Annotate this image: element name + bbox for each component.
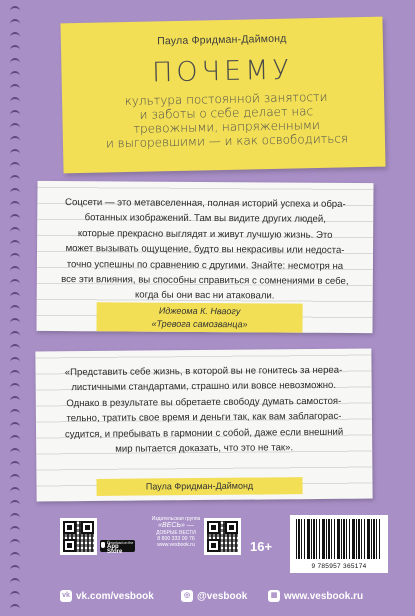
quote-line: «Представить себе жизнь, в которой вы не гонитесь за нереа- — [64, 364, 343, 379]
grid-icon: ▦ — [268, 590, 280, 602]
spiral-ring — [10, 32, 20, 37]
citation-book: «Тревога самозванца» — [151, 318, 248, 329]
quote-card-2 — [35, 349, 372, 502]
quote-line: когда бы они вас ни атаковали. — [134, 289, 275, 302]
isbn-barcode — [290, 515, 388, 573]
quote-line: точно успешны по сравнению с другими. Знайте: несмотря на — [66, 258, 344, 272]
spiral-ring — [10, 513, 20, 518]
spiral-ring — [10, 357, 20, 362]
book-subtitle — [80, 89, 373, 151]
spiral-ring — [10, 435, 20, 440]
quote-line: которые прекрасно выглядят и живут лучшую жизнь. Это — [77, 227, 333, 241]
quote-text-1 — [51, 195, 360, 305]
social-website[interactable] — [268, 590, 363, 602]
spiral-ring — [10, 292, 20, 297]
spiral-ring — [10, 591, 20, 596]
spiral-ring — [10, 448, 20, 453]
quote-citation-1 — [96, 302, 302, 332]
spiral-ring — [10, 565, 20, 570]
app-store-badge[interactable] — [100, 540, 135, 555]
spiral-ring — [10, 279, 20, 284]
spiral-binding — [10, 0, 24, 616]
social-vk[interactable] — [60, 590, 154, 602]
barcode-bars — [296, 519, 382, 559]
quote-citation-2: Паула Фридман-Даймонд — [96, 477, 302, 495]
publisher-slogan: ДОБРЫЕ ВЕСТИ — [156, 530, 196, 536]
spiral-ring — [10, 383, 20, 388]
quote-line: Однако в результате вы обретаете свободу думать самостоя- — [66, 395, 342, 410]
spiral-ring — [10, 409, 20, 414]
social-vk-label: vk.com/vesbook — [76, 590, 154, 602]
subtitle-line: культура постоянной занятости — [124, 89, 328, 109]
subtitle-line: и заботы о себе делает нас — [139, 104, 314, 122]
spiral-ring — [10, 370, 20, 375]
quote-line: все эти влияния, вы способны справиться с сомнениями в себе, — [61, 274, 349, 288]
quote-line: мир пытается доказать, что это не так». — [115, 442, 294, 455]
spiral-ring — [10, 539, 20, 544]
social-ig-label: @vesbook — [197, 590, 248, 602]
publisher-logo — [150, 516, 202, 548]
spiral-ring — [10, 227, 20, 232]
spiral-ring — [10, 84, 20, 89]
spiral-ring — [10, 175, 20, 180]
spiral-ring — [10, 123, 20, 128]
appstore-label: App Store — [107, 544, 123, 555]
quote-card-1 — [36, 181, 373, 333]
spiral-ring — [10, 58, 20, 63]
title-sticky-note — [60, 17, 385, 174]
publisher-site: www.vesbook.ru — [157, 542, 195, 548]
spiral-ring — [10, 344, 20, 349]
isbn-number: 9 785957 365174 — [311, 563, 367, 570]
subtitle-line: и выгоревшими — и как освободиться — [105, 131, 349, 151]
quote-text-2 — [49, 363, 358, 458]
spiral-ring — [10, 266, 20, 271]
publisher-name: «ВЕСЬ» — — [158, 522, 194, 529]
age-rating: 16+ — [250, 539, 273, 554]
publisher-phone: 8 800 333 00 76 — [157, 536, 195, 542]
quote-line: тельно, тратить свое время и деньги так, как вам заблагорас- — [66, 411, 342, 425]
spiral-ring — [10, 214, 20, 219]
spiral-ring — [10, 110, 20, 115]
spiral-ring — [10, 188, 20, 193]
spiral-ring — [10, 45, 20, 50]
book-title: ПОЧЕМУ — [151, 54, 294, 89]
spiral-ring — [10, 604, 20, 609]
author-name: Паула Фридман-Даймонд — [157, 32, 287, 48]
appstore-small-text: Download on the — [107, 541, 134, 545]
spiral-ring — [10, 6, 20, 11]
spiral-ring — [10, 396, 20, 401]
social-instagram[interactable] — [181, 590, 247, 602]
apple-icon — [101, 542, 105, 548]
vk-icon: vk — [60, 590, 72, 602]
quote-line: может вызывать ощущение, будто вы некрасивы или недоста- — [65, 243, 345, 257]
social-web-label: www.vesbook.ru — [284, 590, 364, 602]
publisher-group: Издательская группа — [151, 516, 201, 522]
quote-line: листичными стандартами, страшно или вовсе невозможно. — [71, 380, 337, 394]
quote-line: ботанных изображений. Там вы видите других людей, — [84, 212, 326, 226]
spiral-ring — [10, 253, 20, 258]
spiral-ring — [10, 487, 20, 492]
spiral-ring — [10, 461, 20, 466]
spiral-ring — [10, 240, 20, 245]
spiral-ring — [10, 162, 20, 167]
quote-line: судится, и пребывать в гармонии с собой, даже если внешний — [64, 426, 344, 440]
spiral-ring — [10, 318, 20, 323]
spiral-ring — [10, 305, 20, 310]
instagram-icon: ◎ — [181, 590, 193, 602]
spiral-ring — [10, 422, 20, 427]
citation-author: Иджеома К. Нваогу — [158, 305, 241, 317]
spiral-ring — [10, 474, 20, 479]
spiral-ring — [10, 500, 20, 505]
qr-code-site[interactable] — [204, 518, 241, 555]
spiral-ring — [10, 149, 20, 154]
qr-code-app[interactable] — [60, 518, 97, 555]
spiral-ring — [10, 578, 20, 583]
spiral-ring — [10, 526, 20, 531]
spiral-ring — [10, 97, 20, 102]
subtitle-line: тревожными, напряженными — [133, 117, 320, 136]
spiral-ring — [10, 331, 20, 336]
spiral-ring — [10, 552, 20, 557]
quote-line: Соцсети — это метавселенная, полная историй успеха и обра- — [64, 197, 346, 210]
spiral-ring — [10, 71, 20, 76]
spiral-ring — [10, 201, 20, 206]
spiral-ring — [10, 136, 20, 141]
spiral-ring — [10, 19, 20, 24]
